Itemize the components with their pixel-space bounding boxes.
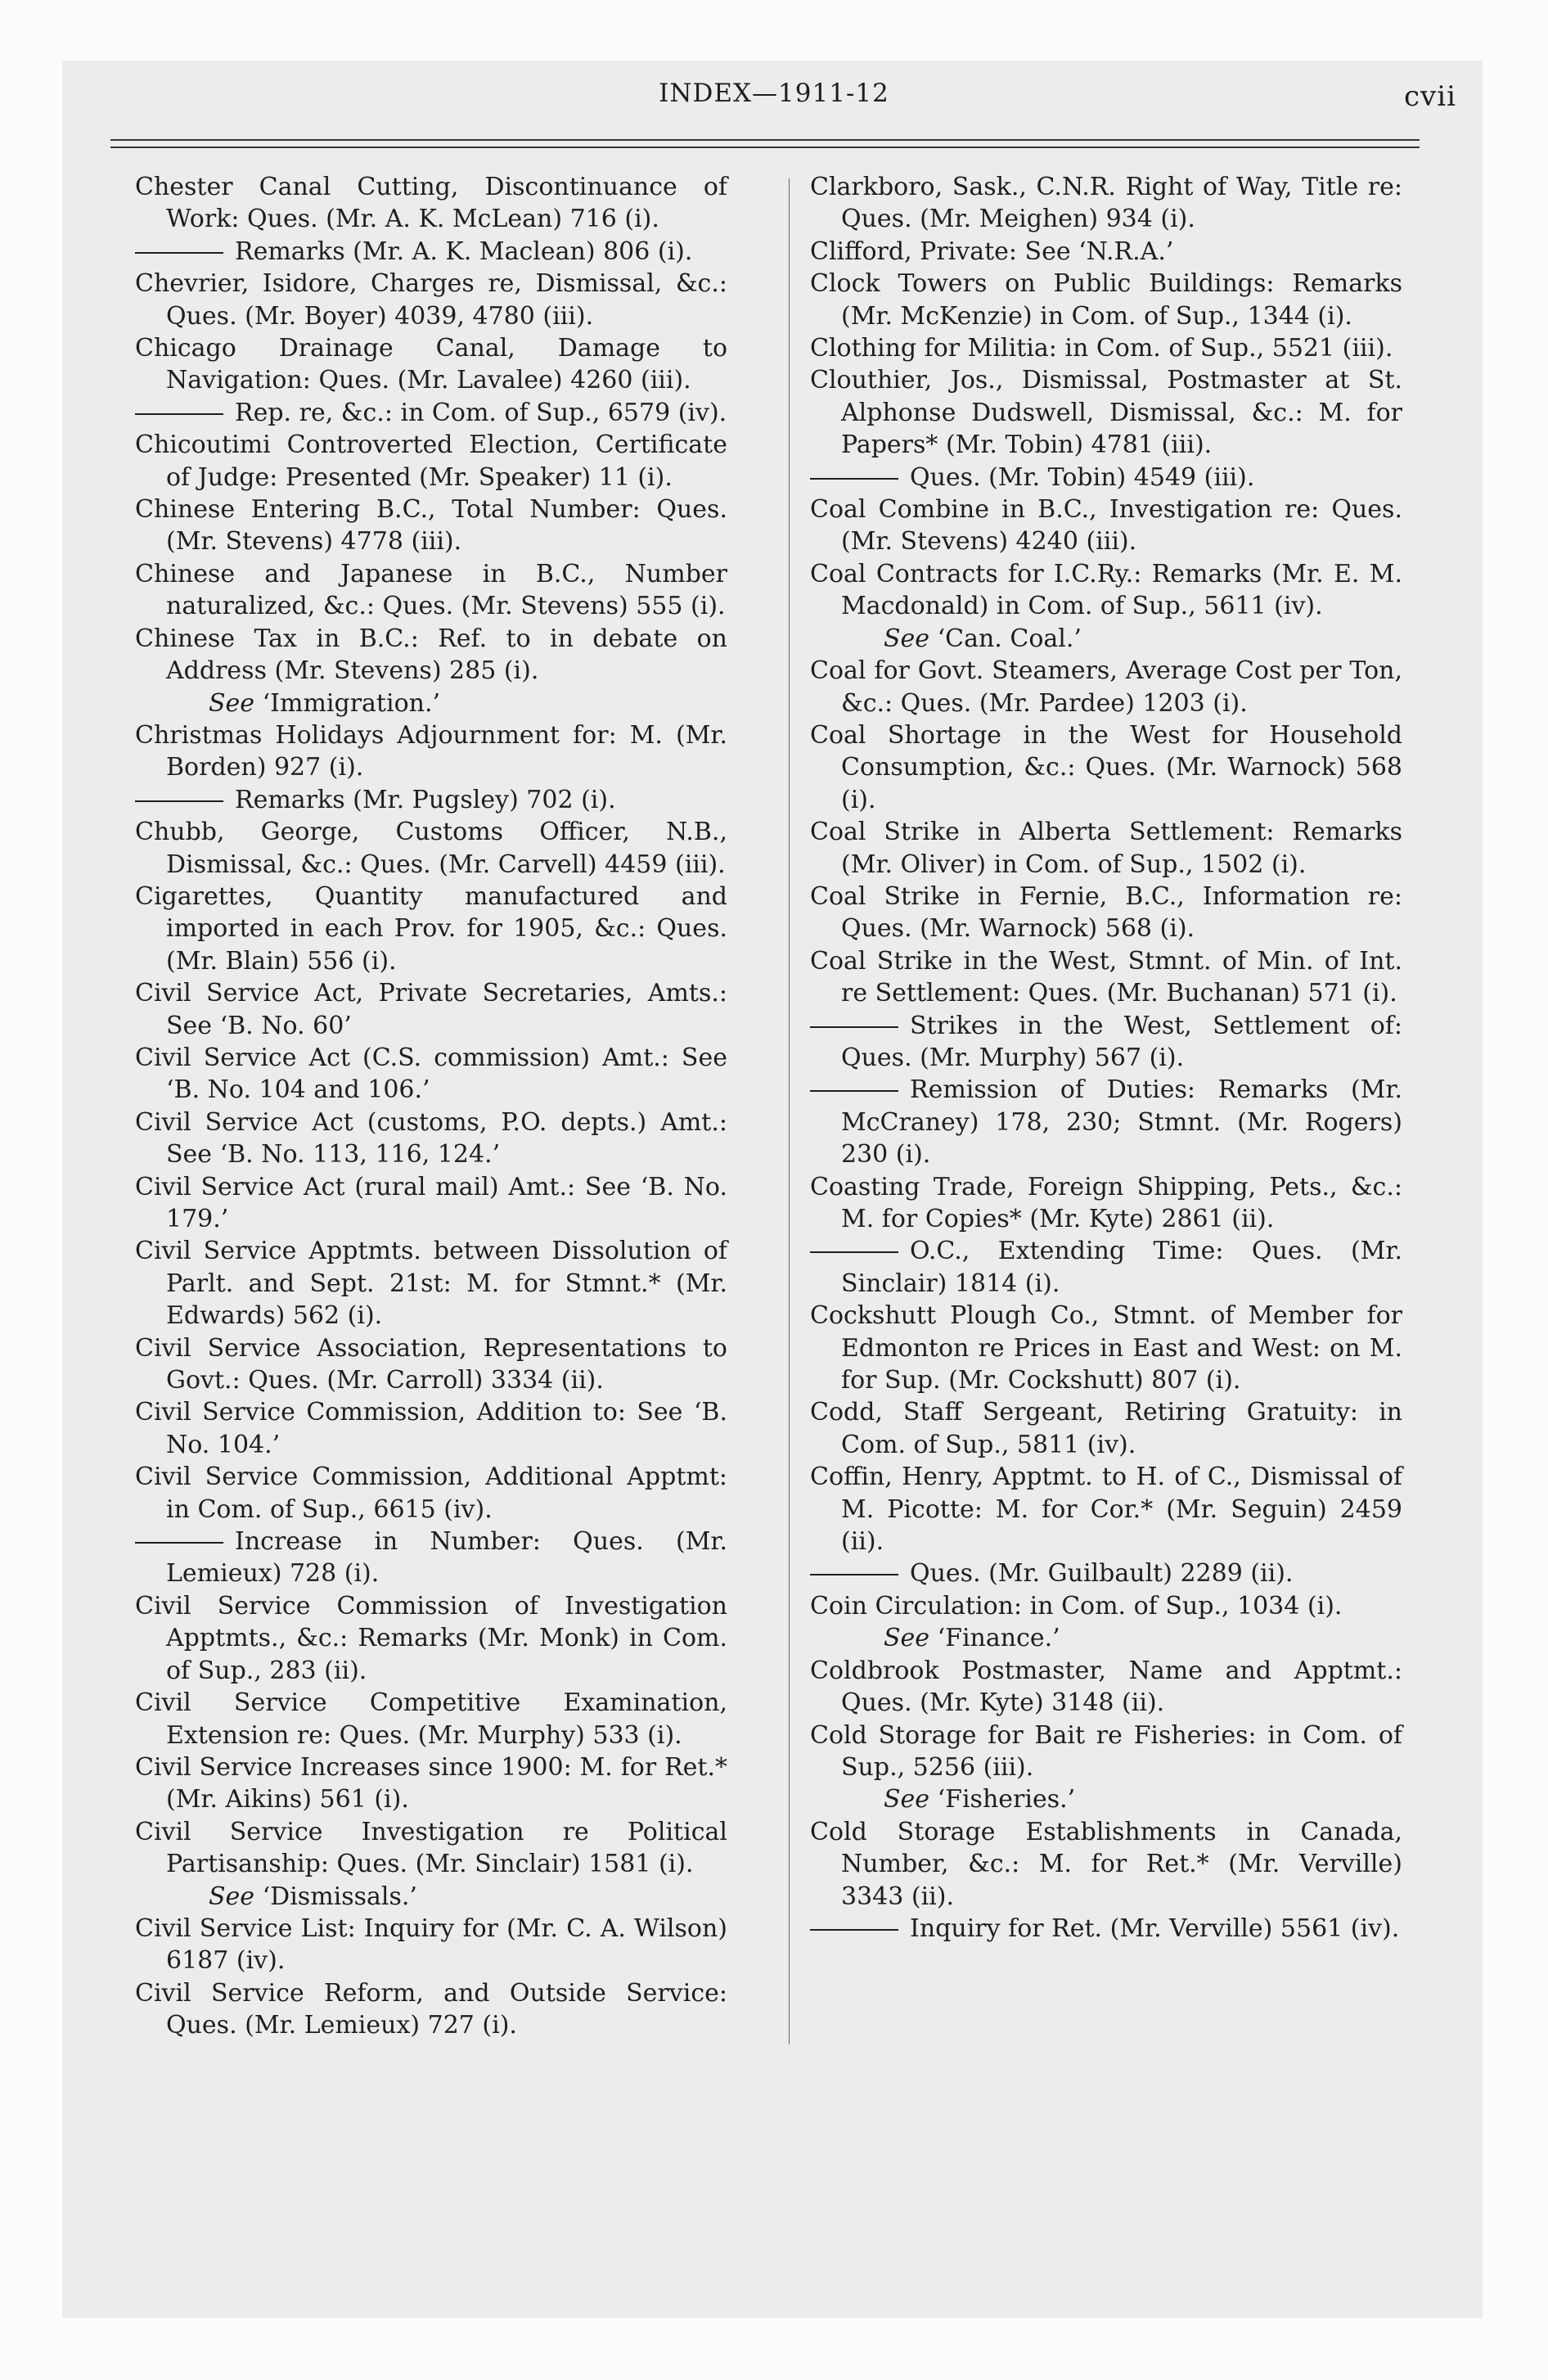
entry-text: Clothing for Militia: in Com. of Sup., 5521 (iii).: [810, 334, 1393, 363]
entry-text: Coffin, Henry, Apptmt. to H. of C., Dismissal of M. Picotte: M. for Cor.* (Mr. Seguin) 2459 (ii).: [810, 1463, 1402, 1557]
index-entry: [135, 1687, 727, 1751]
entry-text: Chinese Tax in B.C.: Ref. to in debate on Address (Mr. Stevens) 285 (i).: [135, 624, 727, 686]
entry-text: Coin Circulation: in Com. of Sup., 1034 (i).: [810, 1591, 1343, 1620]
entry-text: Inquiry for Ret. (Mr. Verville) 5561 (iv).: [910, 1913, 1400, 1943]
entry-text: Coal Strike in the West, Stmnt. of Min. of Int. re Settlement: Ques. (Mr. Buchanan) 571 (i).: [810, 946, 1402, 1008]
index-entry: [810, 364, 1402, 461]
entry-text: Clifford, Private: See ‘N.R.A.’: [810, 237, 1174, 266]
index-subentry: [135, 397, 727, 429]
index-entry: [810, 558, 1402, 623]
entry-text: Strikes in the West, Settlement of: Ques. (Mr. Murphy) 567 (i).: [841, 1011, 1402, 1072]
entry-text: Cold Storage for Bait re Fisheries: in Com. of Sup., 5256 (iii).: [810, 1720, 1402, 1782]
entry-text: Ques. (Mr. Tobin) 4549 (iii).: [910, 462, 1255, 492]
index-entry: [810, 1461, 1402, 1557]
index-entry: [135, 1171, 727, 1236]
entry-text: Codd, Staff Sergeant, Retiring Gratuity: in Com. of Sup., 5811 (iv).: [810, 1398, 1402, 1459]
index-entry: [810, 1171, 1402, 1236]
index-entry: [810, 719, 1402, 816]
index-entry: [135, 1396, 727, 1461]
index-subentry: [810, 1235, 1402, 1300]
entry-text: Civil Service Competitive Examination, Extension re: Ques. (Mr. Murphy) 533 (i).: [135, 1688, 727, 1750]
index-entry: [810, 881, 1402, 945]
index-entry: [810, 1816, 1402, 1913]
index-entry: [135, 1590, 727, 1687]
entry-text: Cold Storage Establishments in Canada, Number, &c.: M. for Ret.* (Mr. Verville) 3343 (ii).: [810, 1817, 1402, 1911]
entry-text: Remission of Duties: Remarks (Mr. McCraney) 178, 230; Stmnt. (Mr. Rogers) 230 (i).: [841, 1075, 1402, 1170]
index-entry: [810, 236, 1402, 268]
entry-text: Coal Strike in Fernie, B.C., Information re: Ques. (Mr. Warnock) 568 (i).: [810, 881, 1402, 944]
entry-text: Civil Service Commission, Addition to: See ‘B. No. 104.’: [135, 1398, 727, 1459]
see-label: See: [209, 1882, 255, 1911]
entry-text: Clouthier, Jos., Dismissal, Postmaster at St. Alphonse Dudswell, Dismissal, &c.: M. for Papers* (Mr. Tobin) 4781 (iii).: [810, 366, 1402, 460]
index-entry: [135, 881, 727, 977]
see-label: See: [884, 624, 930, 653]
index-entry: [135, 1816, 727, 1881]
index-entry: [135, 623, 727, 687]
entry-text: Christmas Holidays Adjournment for: M. (Mr. Borden) 927 (i).: [135, 720, 727, 782]
index-entry: [810, 494, 1402, 558]
entry-text: Ques. (Mr. Guilbault) 2289 (ii).: [910, 1559, 1294, 1589]
entry-text: Coldbrook Postmaster, Name and Apptmt.: Ques. (Mr. Kyte) 3148 (ii).: [810, 1656, 1402, 1718]
entry-text: Chinese Entering B.C., Total Number: Ques. (Mr. Stevens) 4778 (iii).: [135, 495, 727, 557]
see-label: See: [884, 1785, 930, 1814]
index-entry: [135, 171, 727, 236]
entry-text: Cigarettes, Quantity manufactured and imported in each Prov. for 1905, &c.: Ques. (Mr. Blain) 556 (i).: [135, 881, 727, 976]
index-entry: [810, 1300, 1402, 1396]
entry-text: Clock Towers on Public Buildings: Remarks (Mr. McKenzie) in Com. of Sup., 1344 (i).: [810, 269, 1402, 331]
index-entry: [135, 268, 727, 332]
index-entry: [810, 655, 1402, 719]
page-number: cvii: [1404, 80, 1456, 113]
see-target: ‘Finance.’: [937, 1624, 1060, 1653]
entry-text: Civil Service Act (C.S. commission) Amt.: See ‘B. No. 104 and 106.’: [135, 1043, 727, 1105]
entry-text: Coasting Trade, Foreign Shipping, Pets., &c.: M. for Copies* (Mr. Kyte) 2861 (ii).: [810, 1172, 1402, 1233]
index-entry: [810, 1396, 1402, 1461]
entry-text: Coal Contracts for I.C.Ry.: Remarks (Mr. E. M. Macdonald) in Com. of Sup., 5611 (iv).: [810, 559, 1402, 621]
index-entry: [135, 1042, 727, 1107]
entry-text: Coal Combine in B.C., Investigation re: Ques. (Mr. Stevens) 4240 (iii).: [810, 495, 1402, 557]
index-entry: [135, 719, 727, 784]
entry-text: Civil Service Increases since 1900: M. for Ret.* (Mr. Aikins) 561 (i).: [135, 1752, 727, 1814]
see-target: ‘Immigration.’: [262, 688, 441, 718]
index-subentry: [135, 236, 727, 268]
entry-text: Civil Service Act, Private Secretaries, Amts.: See ‘B. No. 60’: [135, 979, 727, 1040]
index-subentry: [810, 1557, 1402, 1589]
index-entry: [135, 558, 727, 623]
see-label: See: [884, 1624, 930, 1653]
index-entry: [135, 1751, 727, 1816]
entry-text: Chinese and Japanese in B.C., Number naturalized, &c.: Ques. (Mr. Stevens) 555 (i).: [135, 559, 727, 621]
index-subentry: [810, 1010, 1402, 1075]
entry-text: Chubb, George, Customs Officer, N.B., Dismissal, &c.: Ques. (Mr. Carvell) 4459 (iii).: [135, 818, 727, 879]
entry-text: Civil Service List: Inquiry for (Mr. C. A. Wilson) 6187 (iv).: [135, 1913, 727, 1976]
page-header: [0, 79, 1548, 128]
index-entry: [135, 332, 727, 397]
entry-text: Civil Service Act (rural mail) Amt.: See ‘B. No. 179.’: [135, 1172, 727, 1233]
index-see-reference: [135, 687, 727, 719]
entry-text: Cockshutt Plough Co., Stmnt. of Member for Edmonton re Prices in East and West: on M. for Sup. (Mr. Cockshutt) 807 (i).: [810, 1301, 1402, 1395]
entry-text: Chevrier, Isidore, Charges re, Dismissal, &c.: Ques. (Mr. Boyer) 4039, 4780 (iii).: [135, 269, 727, 331]
column-divider: [789, 178, 790, 2044]
entry-text: Coal Strike in Alberta Settlement: Remarks (Mr. Oliver) in Com. of Sup., 1502 (i).: [810, 818, 1402, 879]
entry-text: Clarkboro, Sask., C.N.R. Right of Way, Title re: Ques. (Mr. Meighen) 934 (i).: [810, 173, 1402, 234]
index-entry: [135, 1235, 727, 1332]
index-entry: [810, 1590, 1402, 1622]
index-entry: [810, 171, 1402, 236]
index-see-reference: [810, 623, 1402, 655]
see-target: ‘Can. Coal.’: [937, 624, 1082, 653]
index-entry: [135, 977, 727, 1042]
entry-text: Civil Service Association, Representations to Govt.: Ques. (Mr. Carroll) 3334 (ii).: [135, 1333, 727, 1395]
index-entry: [135, 429, 727, 494]
entry-text: Rep. re, &c.: in Com. of Sup., 6579 (iv).: [235, 398, 727, 427]
entry-text: Civil Service Act (customs, P.O. depts.) Amt.: See ‘B. No. 113, 116, 124.’: [135, 1107, 727, 1170]
index-entry: [810, 1655, 1402, 1720]
index-column-left: [135, 171, 727, 2042]
index-entry: [810, 332, 1402, 364]
index-see-reference: [810, 1783, 1402, 1815]
index-entry: [810, 268, 1402, 332]
see-target: ‘Dismissals.’: [262, 1882, 417, 1911]
index-entry: [135, 1461, 727, 1526]
index-entry: [135, 1977, 727, 2042]
index-subentry: [135, 784, 727, 816]
entry-text: Coal for Govt. Steamers, Average Cost per Ton, &c.: Ques. (Mr. Pardee) 1203 (i).: [810, 656, 1402, 718]
header-rule-top: [110, 139, 1420, 141]
index-entry: [810, 1720, 1402, 1784]
index-entry: [810, 945, 1402, 1010]
entry-text: Chicago Drainage Canal, Damage to Navigation: Ques. (Mr. Lavalee) 4260 (iii).: [135, 334, 727, 395]
index-subentry: [810, 1074, 1402, 1170]
entry-text: Coal Shortage in the West for Household Consumption, &c.: Ques. (Mr. Warnock) 568 (i).: [810, 720, 1402, 814]
index-entry: [135, 1107, 727, 1171]
index-see-reference: [135, 1881, 727, 1913]
entry-text: Civil Service Apptmts. between Dissolution of Parlt. and Sept. 21st: M. for Stmnt.* (Mr. Edwards) 562 (i).: [135, 1237, 727, 1331]
index-entry: [135, 1913, 727, 1977]
index-subentry: [810, 1913, 1402, 1945]
entry-text: Civil Service Reform, and Outside Service: Ques. (Mr. Lemieux) 727 (i).: [135, 1978, 727, 2040]
index-entry: [135, 1332, 727, 1397]
entry-text: Remarks (Mr. A. K. Maclean) 806 (i).: [235, 237, 693, 266]
entry-text: Civil Service Commission of Investigation Apptmts., &c.: Remarks (Mr. Monk) in Com. of Sup., 283 (ii).: [135, 1591, 727, 1685]
header-rule-bottom: [110, 146, 1420, 148]
entry-text: Civil Service Investigation re Political Partisanship: Ques. (Mr. Sinclair) 1581 (i).: [135, 1817, 727, 1879]
index-column-right: [810, 171, 1402, 1945]
index-entry: [135, 494, 727, 558]
entry-text: O.C., Extending Time: Ques. (Mr. Sinclair) 1814 (i).: [841, 1237, 1402, 1298]
index-subentry: [135, 1526, 727, 1590]
entry-text: Chester Canal Cutting, Discontinuance of Work: Ques. (Mr. A. K. McLean) 716 (i).: [135, 173, 727, 234]
index-subentry: [810, 462, 1402, 494]
see-target: ‘Fisheries.’: [937, 1785, 1076, 1814]
entry-text: Chicoutimi Controverted Election, Certificate of Judge: Presented (Mr. Speaker) 11 (i).: [135, 430, 727, 492]
index-entry: [135, 816, 727, 881]
index-entry: [810, 816, 1402, 881]
see-label: See: [209, 688, 255, 718]
entry-text: Civil Service Commission, Additional Apptmt: in Com. of Sup., 6615 (iv).: [135, 1463, 727, 1524]
entry-text: Remarks (Mr. Pugsley) 702 (i).: [235, 785, 616, 814]
index-see-reference: [810, 1622, 1402, 1654]
running-title: INDEX—1911-12: [659, 79, 889, 108]
entry-text: Increase in Number: Ques. (Mr. Lemieux) 728 (i).: [166, 1527, 727, 1589]
